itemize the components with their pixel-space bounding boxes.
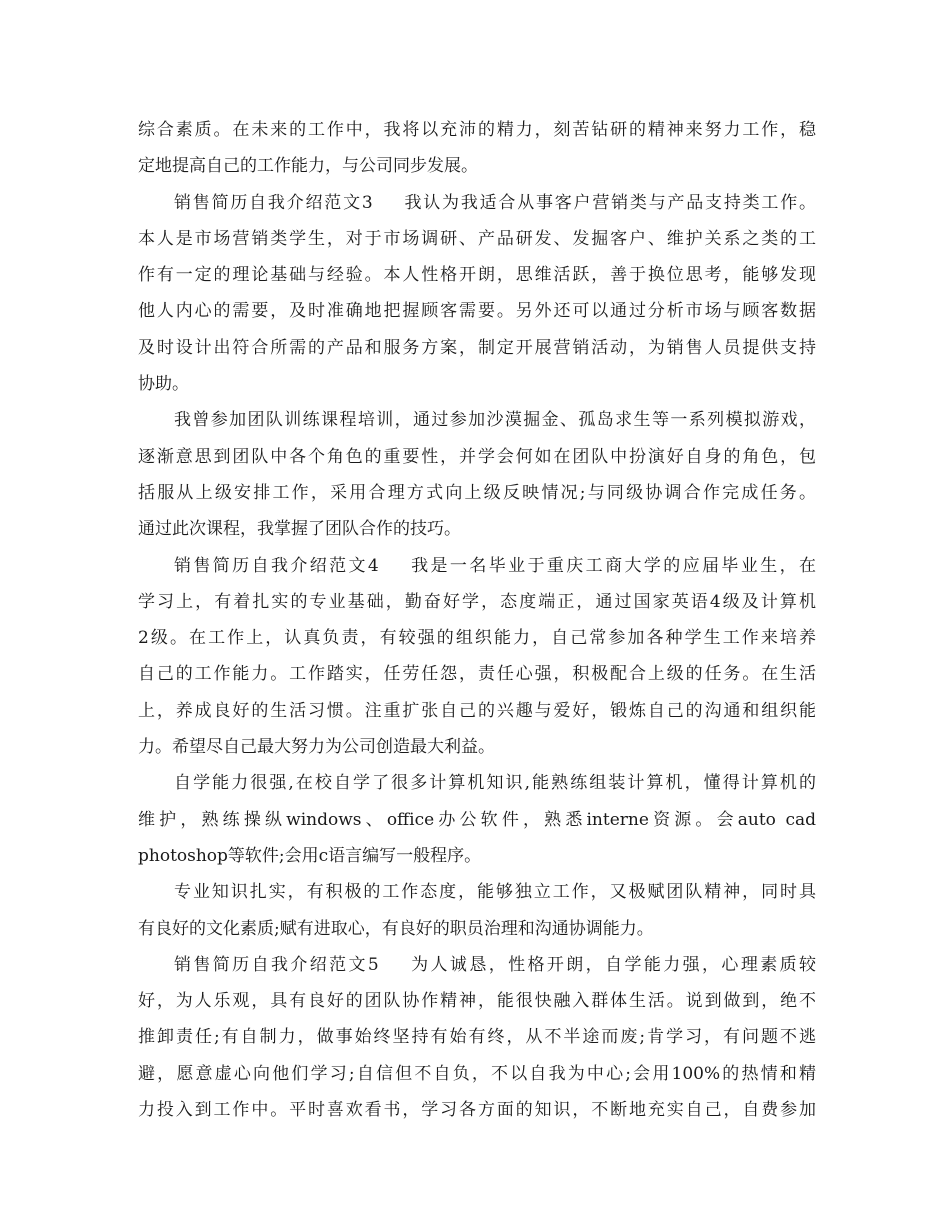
text-line	[138, 112, 816, 148]
text-line	[138, 1056, 816, 1092]
section-heading: 销售简历自我介绍范文3	[174, 192, 373, 213]
text-line	[138, 911, 816, 947]
text-line	[138, 185, 816, 221]
line-text: photoshop等软件;会用c语言编写一般程序。	[138, 845, 482, 866]
document-body	[138, 112, 816, 1128]
line-text: 力。希望尽自己最大努力为公司创造最大利益。	[138, 737, 495, 758]
text-line	[138, 656, 816, 692]
text-line	[138, 620, 816, 656]
section-heading: 销售简历自我介绍范文4	[174, 555, 379, 576]
line-text: 自学能力很强,在校自学了很多计算机知识,能熟练组装计算机，懂得计算机的	[174, 773, 816, 794]
line-text: 力投入到工作中。平时喜欢看书，学习各方面的知识，不断地充实自己，自费参加	[138, 1100, 816, 1121]
line-text: 定地提高自己的工作能力，与公司同步发展。	[138, 156, 478, 177]
text-line	[138, 293, 816, 329]
text-line	[138, 366, 816, 402]
text-line	[138, 439, 816, 475]
line-text: 自己的工作能力。工作踏实，任劳任怨，责任心强，积极配合上级的任务。在生活	[138, 664, 816, 685]
text-line	[138, 584, 816, 620]
line-text: 综合素质。在未来的工作中，我将以充沛的精力，刻苦钻研的精神来努力工作，稳	[138, 120, 816, 140]
section-heading: 销售简历自我介绍范文5	[174, 954, 379, 975]
line-text: 我曾参加团队训练课程培训，通过参加沙漠掘金、孤岛求生等一系列模拟游戏，	[174, 410, 816, 431]
line-text: 2级。在工作上，认真负责，有较强的组织能力，自己常参加各种学生工作来培养	[138, 628, 816, 649]
text-line	[138, 765, 816, 801]
line-text: 通过此次课程，我掌握了团队合作的技巧。	[138, 519, 461, 540]
text-line	[138, 1092, 816, 1128]
text-line	[138, 330, 816, 366]
text-line	[138, 729, 816, 765]
text-line	[138, 548, 816, 584]
text-line	[138, 511, 816, 547]
line-text: 专业知识扎实，有积极的工作态度，能够独立工作，又极赋团队精神，同时具	[174, 882, 816, 903]
line-text: 推卸责任;有自制力，做事始终坚持有始有终，从不半途而废;肯学习，有问题不逃	[138, 1027, 816, 1048]
text-line	[138, 983, 816, 1019]
line-text: 我是一名毕业于重庆工商大学的应届毕业生，在	[408, 555, 816, 576]
line-text: 上，养成良好的生活习惯。注重扩张自己的兴趣与爱好，锻炼自己的沟通和组织能	[138, 700, 816, 721]
text-line	[138, 838, 816, 874]
line-text: 及时设计出符合所需的产品和服务方案，制定开展营销活动，为销售人员提供支持	[138, 337, 816, 358]
text-line	[138, 221, 816, 257]
line-text: 避，愿意虚心向他们学习;自信但不自负，不以自我为中心;会用100%的热情和精	[138, 1063, 816, 1084]
line-text: 为人诚恳，性格开朗，自学能力强，心理素质较	[408, 954, 816, 975]
line-text: 协助。	[138, 374, 189, 395]
text-line	[138, 1019, 816, 1055]
text-line	[138, 802, 816, 838]
line-text: 好，为人乐观，具有良好的团队协作精神，能很快融入群体生活。说到做到，绝不	[138, 991, 816, 1012]
text-line	[138, 148, 816, 184]
line-text: 有良好的文化素质;赋有进取心，有良好的职员治理和沟通协调能力。	[138, 918, 654, 939]
text-line	[138, 874, 816, 910]
text-line	[138, 257, 816, 293]
text-line	[138, 402, 816, 438]
line-text: 逐渐意思到团队中各个角色的重要性，并学会何如在团队中扮演好自身的角色，包	[138, 446, 816, 467]
text-line	[138, 693, 816, 729]
line-text: 维护，熟练操纵windows、office办公软件，熟悉interne资源。会auto cad	[138, 809, 816, 830]
line-text: 本人是市场营销类学生，对于市场调研、产品研发、发掘客户、维护关系之类的工	[138, 228, 816, 249]
line-text: 作有一定的理论基础与经验。本人性格开朗，思维活跃，善于换位思考，能够发现	[138, 265, 816, 286]
line-text: 他人内心的需要，及时准确地把握顾客需要。另外还可以通过分析市场与顾客数据	[138, 301, 816, 322]
line-text: 我认为我适合从事客户营销类与产品支持类工作。	[402, 192, 816, 213]
text-line	[138, 475, 816, 511]
line-text: 括服从上级安排工作，采用合理方式向上级反映情况;与同级协调合作完成任务。	[138, 482, 816, 503]
text-line	[138, 947, 816, 983]
line-text: 学习上，有着扎实的专业基础，勤奋好学，态度端正，通过国家英语4级及计算机	[138, 591, 816, 612]
